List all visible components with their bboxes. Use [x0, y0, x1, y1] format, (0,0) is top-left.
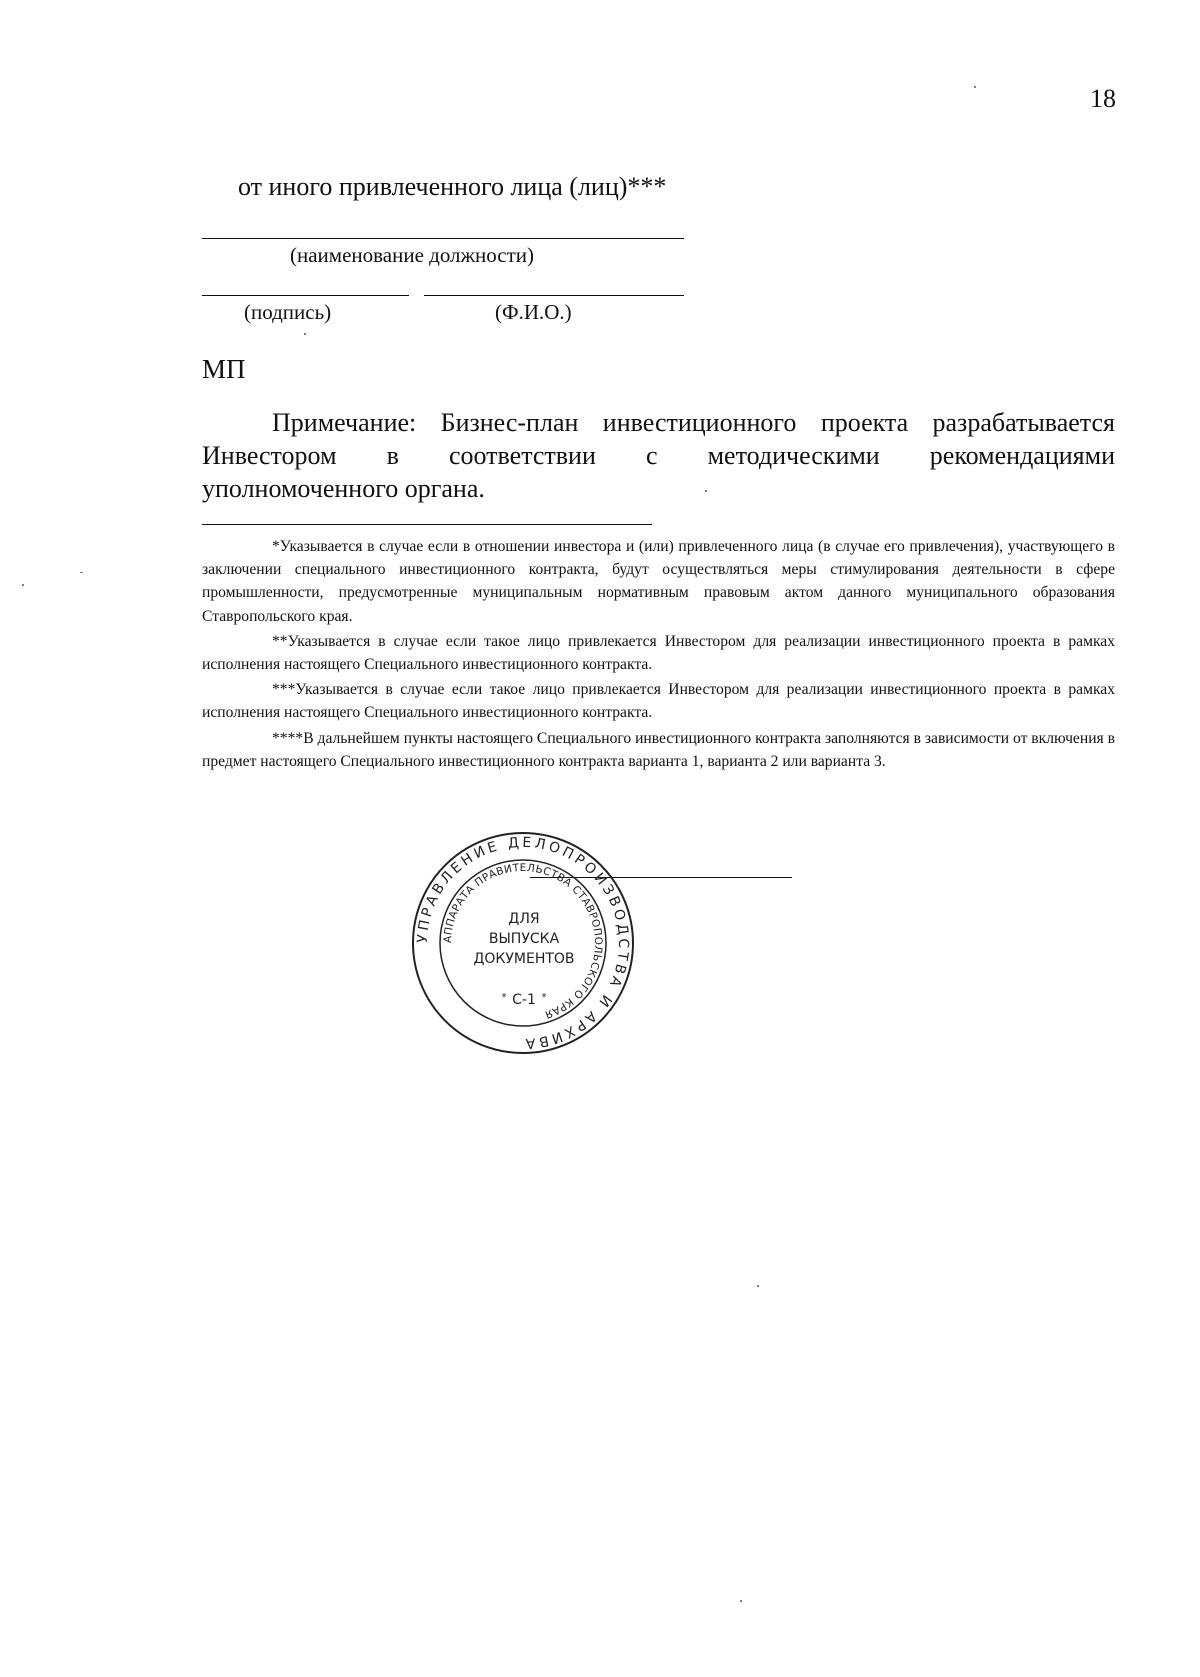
stamp-inner-text: АППАРАТА ПРАВИТЕЛЬСТВА СТАВРОПОЛЬСКОГО КРАЯ — [441, 861, 605, 1021]
footnotes — [202, 535, 1115, 773]
stamp-outer-text: УПРАВЛЕНИЕ ДЕЛОПРОИЗВОДСТВА И АРХИВА — [414, 834, 632, 1052]
signature-rule — [202, 295, 409, 296]
position-rule — [202, 238, 684, 239]
stamp-center-line-2: ВЫПУСКА — [488, 931, 560, 947]
note-line: уполномоченного органа. — [202, 474, 485, 503]
scan-speck — [80, 572, 83, 573]
name-caption: (Ф.И.О.) — [495, 300, 572, 324]
page-number: 18 — [1090, 84, 1116, 113]
seal-mark: МП — [202, 354, 246, 384]
footnote: ***Указывается в случае если такое лицо привлекается Инвестором для реализации инвестиционного проекта в рамках исполнения настоящего Специального инвестиционного контракта. — [202, 681, 1115, 722]
scan-speck — [304, 333, 306, 335]
note-paragraph — [202, 406, 1115, 505]
footnote-separator — [202, 524, 652, 525]
note-line: Инвестором в соответствии с методическими рекомендациями — [202, 441, 1115, 470]
footnote: *Указывается в случае если в отношении инвестора и (или) привлеченного лица (в случае его привлечения), участвующего в заключении специального инвестиционного контракта, будут осуществляться меры стимулирования деятельности в сфере промышленности, предусмотренные муниципальным нормативным правовым актом данного муниципального образования Ставропольского края. — [202, 538, 1115, 625]
footnote: ****В дальнейшем пункты настоящего Специального инвестиционного контракта заполняются в зависимости от включения в предмет настоящего Специального инвестиционного контракта варианта 1, варианта 2 или варианта 3. — [202, 729, 1115, 770]
official-stamp — [408, 828, 638, 1058]
scan-speck — [974, 86, 976, 88]
stamp-center-line-3: ДОКУМЕНТОВ — [473, 951, 575, 967]
stamp-code: С-1 — [512, 992, 536, 1008]
star-icon: * — [541, 992, 547, 1003]
star-icon: * — [501, 992, 507, 1003]
signature-heading: от иного привлеченного лица (лиц)*** — [238, 172, 667, 201]
note-line: Примечание: Бизнес-план инвестиционного проекта разрабатывается — [272, 408, 1115, 437]
scan-speck — [705, 490, 707, 492]
scan-speck — [22, 584, 24, 586]
scan-speck — [740, 1600, 742, 1602]
stamp-center-line-1: ДЛЯ — [508, 911, 540, 927]
scan-speck — [757, 1285, 759, 1287]
position-caption: (наименование должности) — [290, 243, 535, 267]
signature-caption: (подпись) — [244, 300, 332, 324]
name-rule — [424, 295, 684, 296]
footnote: **Указывается в случае если такое лицо привлекается Инвестором для реализации инвестиционного проекта в рамках исполнения настоящего Специального инвестиционного контракта. — [202, 632, 1115, 674]
